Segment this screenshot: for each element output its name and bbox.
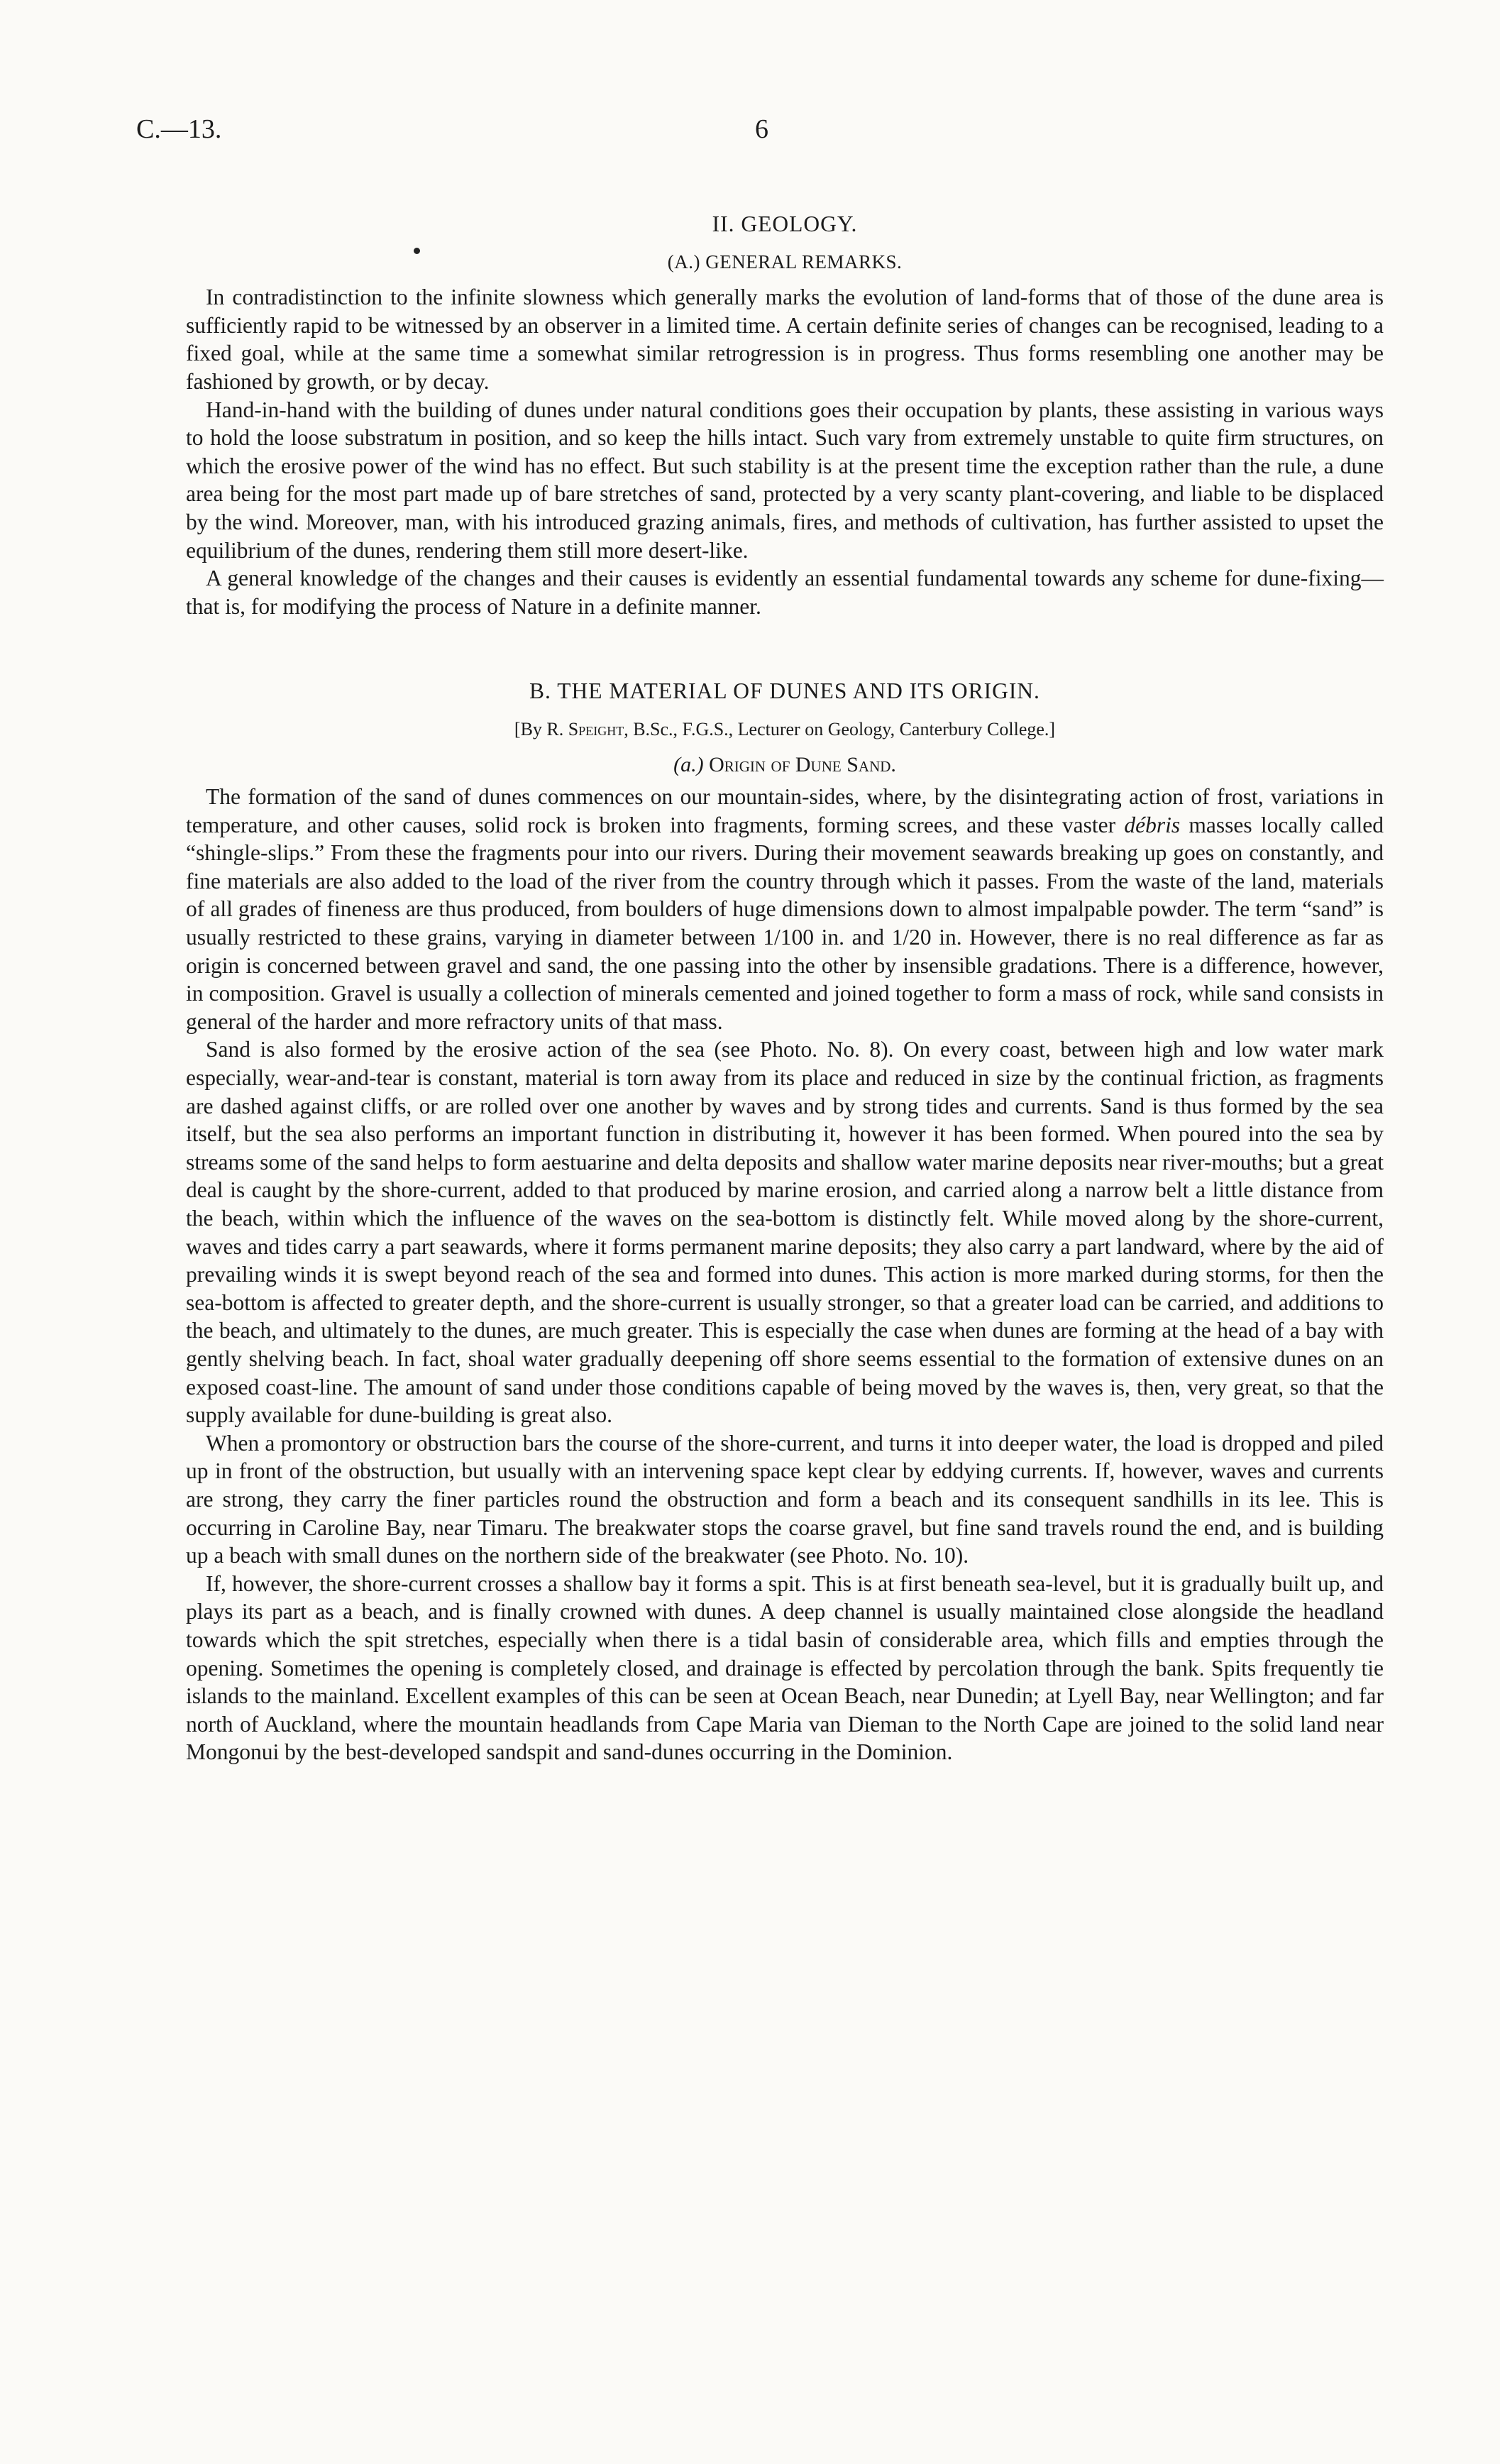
subsection-a-title: (A.) GENERAL REMARKS. bbox=[667, 251, 903, 273]
page-number: 6 bbox=[755, 114, 768, 144]
paragraph-text: When a promontory or obstruction bars the course of the shore-current, and turns it into deeper water, the load is dropped and piled up in front of the obstruction, but usually with an intervening space kept clear by eddying currents. If, however, waves and currents are strong, they carry the finer particles round the obstruction and form a beach and its consequent sandhills in its lee. This is occurring in Caroline Bay, near Timaru. The breakwater stops the coarse gravel, but fine sand travels round the end, and is building up a beach with small dunes on the northern side of the breakwater (see Photo. No. 10). bbox=[186, 1430, 1384, 1568]
section-title: II. GEOLOGY. bbox=[712, 211, 858, 236]
paragraph-text: The formation of the sand of dunes commences on our mountain-sides, where, by the disintegrating action of frost, variations in temperature, and other causes, solid rock is broken into fragments, forming screes, and these vaster bbox=[186, 784, 1384, 837]
origin-heading-label: (a.) bbox=[673, 752, 704, 776]
origin-heading-text: Origin of Dune Sand. bbox=[709, 752, 896, 776]
paragraph-emphasis: débris bbox=[1124, 812, 1181, 837]
byline-author: R. Speight bbox=[546, 718, 624, 739]
byline bbox=[186, 715, 1384, 744]
page-reference: C.—13. bbox=[136, 114, 222, 144]
byline-open: [By bbox=[514, 718, 547, 739]
paragraph bbox=[186, 1570, 1384, 1766]
subsection-b-title: B. THE MATERIAL OF DUNES AND ITS ORIGIN. bbox=[529, 678, 1040, 704]
paragraph bbox=[186, 1429, 1384, 1570]
byline-rest: , B.Sc., F.G.S., Lecturer on Geology, Canterbury College.] bbox=[624, 718, 1056, 739]
section-gap bbox=[186, 620, 1384, 677]
paragraph: In contradistinction to the infinite slowness which generally marks the evolution of land-forms that of those of the dune area is sufficiently rapid to be witnessed by an observer in a limited time. A certain definite series of changes can be recognised, leading to a fixed goal, while at the same time a somewhat similar retrogression is in progress. Thus forms resembling one another may be fashioned by growth, or by decay. bbox=[186, 285, 1384, 394]
paragraph bbox=[186, 1035, 1384, 1429]
paragraph: Hand-in-hand with the building of dunes under natural conditions goes their occupation by plants, these assisting in various ways to hold the loose substratum in position, and so keep the hills intact. Such vary from extremely unstable to quite firm structures, on which the erosive power of the wind has no effect. But such stability is at the present time the exception rather than the rule, a dune area being for the most part made up of bare stretches of sand, protected by a very scanty plant-covering, and liable to be displaced by the wind. Moreover, man, with his introduced grazing animals, fires, and methods of cultivation, has further assisted to upset the equilibrium of the dunes, rendering them still more desert-like. bbox=[186, 397, 1384, 563]
page-header bbox=[136, 114, 1371, 156]
paragraph: A general knowledge of the changes and their causes is evidently an essential fundamental towards any scheme for dune-fixing—that is, for modifying the process of Nature in a definite manner. bbox=[186, 566, 1384, 619]
paragraph-text: masses locally called “shingle-slips.” From these the fragments pour into our rivers. During their movement seawards breaking up goes on constantly, and fine materials are also added to the load of the river from the country through which it passes. From the waste of the land, materials of all grades of fineness are thus produced, from boulders of huge dimensions down to almost impalpable powder. The term “sand” is usually restricted to these grains, varying in diameter between 1/100 in. and 1/20 in. However, there is no real difference as far as origin is concerned between gravel and sand, the one passing into the other by insensible gradations. There is a difference, however, in composition. Gravel is usually a collection of minerals cemented and joined together to form a mass of rock, while sand consists in general of the harder and more refractory units of that mass. bbox=[186, 812, 1384, 1034]
paragraph-text: Sand is also formed by the erosive action of the sea (see Photo. No. 8). On every coast, between high and low water mark especially, wear-and-tear is constant, material is torn away from its place and reduced in size by the continual friction, as fragments are dashed against cliffs, or are rolled over one another by waves and by strong tides and currents. Sand is thus formed by the sea itself, but the sea also performs an important function in distributing it, however it has been formed. When poured into the sea by streams some of the sand helps to form aestuarine and delta deposits and shallow water marine deposits near river-mouths; but a great deal is caught by the shore-current, added to that produced by marine erosion, and carried along a narrow belt a little distance from the beach, within which the influence of the waves on the sea-bottom is distinctly felt. While moved along by the shore-current, waves and tides carry a part seawards, where it forms permanent marine deposits; they also carry a part landward, where by the aid of prevailing winds it is swept beyond reach of the sea and formed into dunes. This action is more marked during storms, for then the sea-bottom is affected to greater depth, and the shore-current is usually stronger, so that a greater load can be carried, and additions to the beach, and ultimately to the dunes, are much greater. This is especially the case when dunes are forming at the head of a bay with gently shelving beach. In fact, shoal water gradually deepening off shore seems essential to the formation of extensive dunes on an exposed coast-line. The amount of sand under those conditions capable of being moved by the waves is, then, very great, so that the supply available for dune-building is great also. bbox=[186, 1037, 1384, 1428]
document-body bbox=[186, 210, 1384, 1766]
paragraph-text: If, however, the shore-current crosses a shallow bay it forms a spit. This is at first beneath sea-level, but it is gradually built up, and plays its part as a beach, and is finally crowned with dunes. A deep channel is usually maintained close alongside the headland towards which the spit stretches, especially when there is a tidal basin of considerable area, which fills and empties through the opening. Sometimes the opening is completely closed, and drainage is effected by percolation through the bank. Spits frequently tie islands to the mainland. Excellent examples of this can be seen at Ocean Beach, near Dunedin; at Lyell Bay, near Wellington; and far north of Auckland, where the mountain headlands from Cape Maria van Dieman to the North Cape are joined to the solid land near Mongonui by the best-developed sandspit and sand-dunes occurring in the Dominion. bbox=[186, 1571, 1384, 1765]
paragraph bbox=[186, 783, 1384, 1035]
origin-heading bbox=[186, 751, 1384, 779]
